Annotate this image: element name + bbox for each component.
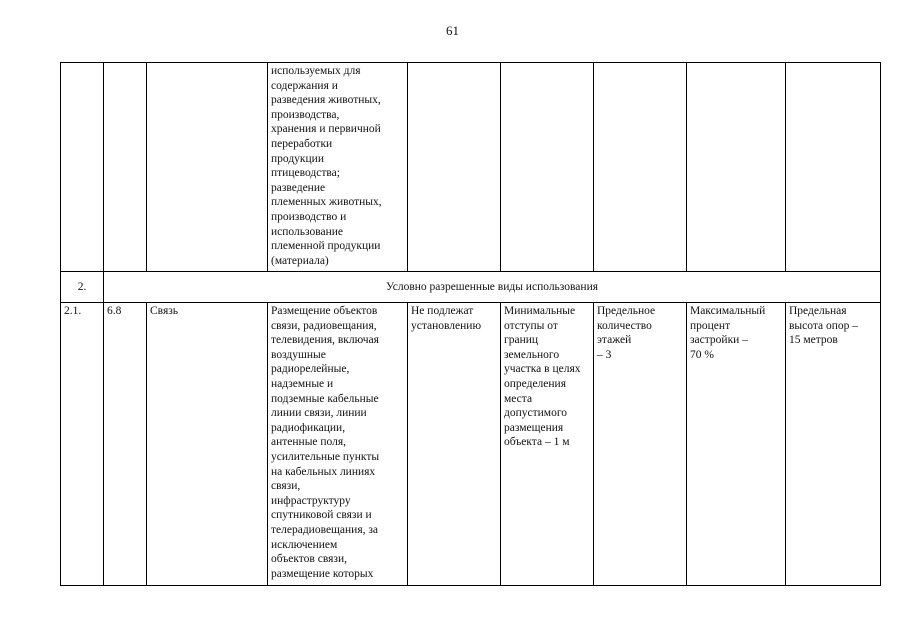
- cell-height: [786, 303, 881, 586]
- text-line: Предельная: [789, 305, 847, 317]
- text-line: этажей: [597, 334, 632, 347]
- cell-floors: [594, 303, 687, 586]
- table-row-communications: [61, 303, 881, 586]
- cell-setback: [501, 63, 594, 272]
- text-line: земельного: [504, 348, 560, 361]
- text-line: телевидения, включая: [271, 334, 379, 347]
- table-row-section: [61, 272, 881, 303]
- text-line: установлению: [411, 319, 482, 332]
- text-line: места: [504, 392, 533, 405]
- text-line: переработки: [271, 137, 333, 150]
- text-line: радиорелейные,: [271, 363, 350, 376]
- area-text: [411, 304, 497, 333]
- text-line: инфраструктуру: [271, 494, 351, 507]
- description-text: [271, 64, 404, 268]
- text-line: производства,: [271, 108, 340, 121]
- cell-name: [147, 63, 268, 272]
- text-line: продукции: [271, 152, 324, 165]
- text-line: границ: [504, 334, 539, 347]
- text-line: объекта – 1 м: [504, 436, 570, 449]
- zoning-table: [60, 62, 881, 586]
- text-line: линии связи, линии: [271, 407, 367, 420]
- text-line: объектов связи,: [271, 553, 347, 566]
- cell-description: [268, 63, 408, 272]
- description-text: [271, 304, 404, 581]
- cell-floors: [594, 63, 687, 272]
- section-number: 2.: [61, 272, 104, 303]
- coverage-text: [690, 304, 782, 362]
- text-line: – 3: [597, 348, 612, 361]
- text-line: усилительные пункты: [271, 450, 380, 463]
- text-line: племенной продукции: [271, 240, 381, 253]
- text-line: антенные поля,: [271, 436, 347, 449]
- cell-name: Связь: [147, 303, 268, 586]
- text-line: процент: [690, 319, 731, 332]
- text-line: используемых для: [271, 65, 361, 77]
- text-line: хранения и первичной: [271, 123, 381, 136]
- text-line: исключением: [271, 538, 338, 551]
- text-line: участка в целях: [504, 363, 581, 376]
- text-line: содержания и: [271, 79, 338, 92]
- text-line: производство и: [271, 210, 347, 223]
- cell-coverage: [687, 303, 786, 586]
- text-line: использование: [271, 225, 344, 238]
- text-line: племенных животных,: [271, 196, 382, 209]
- section-title: Условно разрешенные виды использования: [104, 272, 881, 303]
- text-line: определения: [504, 377, 567, 390]
- cell-coverage: [687, 63, 786, 272]
- text-line: 15 метров: [789, 334, 838, 347]
- cell-num: [61, 63, 104, 272]
- text-line: надземные и: [271, 377, 334, 390]
- text-line: птицеводства;: [271, 167, 340, 180]
- text-line: допустимого: [504, 407, 567, 420]
- cell-num: 2.1.: [61, 303, 104, 586]
- text-line: застройки –: [690, 334, 748, 347]
- text-line: Не подлежат: [411, 305, 474, 317]
- text-line: телерадиовещания, за: [271, 523, 379, 536]
- cell-code: 6.8: [104, 303, 147, 586]
- text-line: воздушные: [271, 348, 326, 361]
- cell-area: [408, 63, 501, 272]
- text-line: разведения животных,: [271, 94, 381, 107]
- text-line: размещение которых: [271, 567, 374, 580]
- text-line: размещения: [504, 421, 564, 434]
- text-line: Размещение объектов: [271, 305, 378, 317]
- text-line: радиофикации,: [271, 421, 346, 434]
- text-line: Предельное: [597, 305, 656, 317]
- cell-description: [268, 303, 408, 586]
- text-line: (материала): [271, 254, 329, 267]
- table-row-continuation: [61, 63, 881, 272]
- text-line: связи, радиовещания,: [271, 319, 377, 332]
- height-text: [789, 304, 877, 348]
- text-line: связи,: [271, 480, 301, 493]
- cell-area: [408, 303, 501, 586]
- text-line: подземные кабельные: [271, 392, 379, 405]
- setback-text: [504, 304, 590, 450]
- text-line: разведение: [271, 181, 326, 194]
- text-line: количество: [597, 319, 652, 332]
- text-line: отступы от: [504, 319, 558, 332]
- cell-height: [786, 63, 881, 272]
- cell-code: [104, 63, 147, 272]
- text-line: Минимальные: [504, 305, 576, 317]
- text-line: 70 %: [690, 348, 714, 361]
- page-number: 61: [446, 23, 459, 38]
- floors-text: [597, 304, 683, 362]
- text-line: высота опор –: [789, 319, 859, 332]
- cell-setback: [501, 303, 594, 586]
- text-line: Максимальный: [690, 305, 766, 317]
- text-line: спутниковой связи и: [271, 509, 372, 522]
- text-line: на кабельных линиях: [271, 465, 376, 478]
